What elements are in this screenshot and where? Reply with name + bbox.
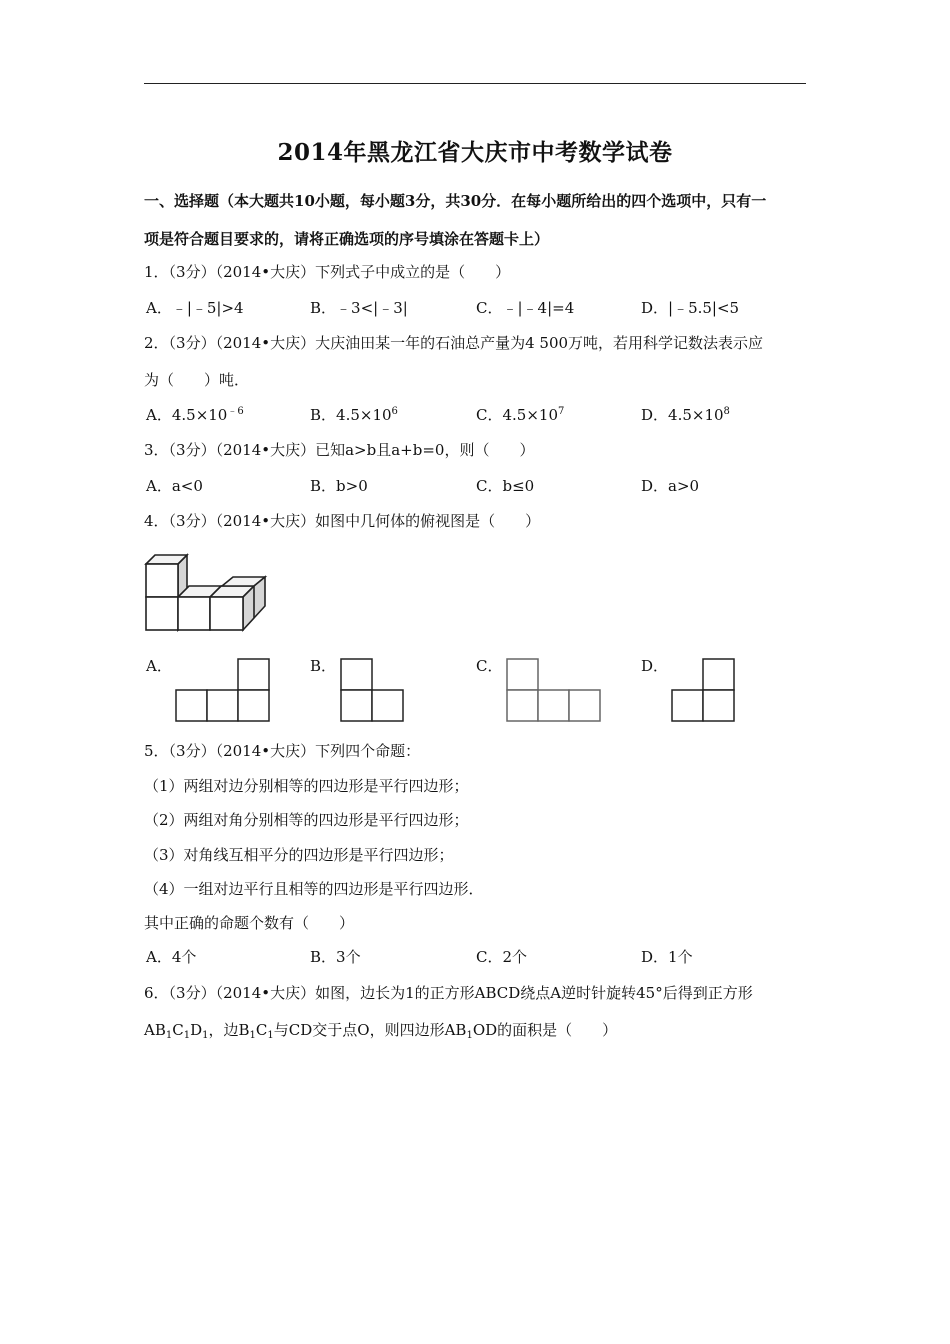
page-title: 2014年黑龙江省大庆市中考数学试卷 [277,139,673,166]
q6-stem-line1: 6．（3分）（2014•大庆）如图，边长为1的正方形ABCD绕点A逆时针旋转45°后得到正方形 [144,984,753,1002]
q4-option-a-label: A． [146,657,172,675]
section-heading-line1: 一、选择题（本大题共10小题，每小题3分，共30分．在每小题所给出的四个选项中，只有一 [144,192,767,210]
q4-option-c-figure [506,658,602,722]
header-rule [144,83,806,84]
q4-option-d-figure [671,658,737,722]
q1-option-c: C．﹣|﹣4|=4 [476,299,575,317]
q4-stem: 4．（3分）（2014•大庆）如图中几何体的俯视图是（ ） [144,512,541,530]
section-heading-line2: 项是符合题目要求的，请将正确选项的序号填涂在答题卡上） [144,230,550,248]
q5-option-d: D．1个 [641,948,693,966]
q5-option-a: A．4个 [146,948,197,966]
q1-stem: 1．（3分）（2014•大庆）下列式子中成立的是（ ） [144,263,511,281]
q1-option-a: A．﹣|﹣5|>4 [146,299,244,317]
q6-stem-line2: $AB_1C_1D_1$，边$B_1C_1$与CD交于点O，则四边形$AB_1OD$的面积是（ ） [144,1021,618,1041]
q4-option-b-label: B． [310,657,337,675]
q5-proposition-3: （3）对角线互相平分的四边形是平行四边形； [144,846,454,864]
q5-stem: 5．（3分）（2014•大庆）下列四个命题： [144,742,421,760]
q2-option-b: B．$4.5\times 10^6$ [310,406,398,424]
q1-option-d: D．|﹣5.5|<5 [641,299,740,317]
q1-option-b: B．﹣3<|﹣3| [310,299,408,317]
q5-proposition-4: （4）一组对边平行且相等的四边形是平行四边形． [144,880,484,898]
q5-question: 其中正确的命题个数有（ ） [144,914,355,932]
q3-option-a: A．a<0 [146,477,203,495]
q3-option-c: C．b≤0 [476,477,535,495]
q3-option-d: D．a>0 [641,477,700,495]
q4-solid-figure [144,550,268,634]
q4-option-b-figure [340,658,406,722]
q2-stem-line2: 为（ ）吨． [144,371,250,389]
q4-option-c-label: C． [476,657,503,675]
q2-stem-line1: 2．（3分）（2014•大庆）大庆油田某一年的石油总产量为4 500万吨，若用科学记数法表示应 [144,334,764,352]
q2-option-a: A．$4.5\times 10^{﹣6}$ [146,406,244,424]
q5-option-b: B．3个 [310,948,361,966]
q4-option-a-figure [175,658,271,722]
q2-option-c: C．$4.5\times 10^7$ [476,406,565,424]
q2-option-d: D．$4.5\times 10^8$ [641,406,730,424]
q5-option-c: C．2个 [476,948,528,966]
q5-proposition-2: （2）两组对角分别相等的四边形是平行四边形； [144,811,469,829]
q3-stem: 3．（3分）（2014•大庆）已知a>b且a+b=0，则（ ） [144,441,535,459]
q5-proposition-1: （1）两组对边分别相等的四边形是平行四边形； [144,777,469,795]
q3-option-b: B．b>0 [310,477,368,495]
q4-option-d-label: D． [641,657,669,675]
